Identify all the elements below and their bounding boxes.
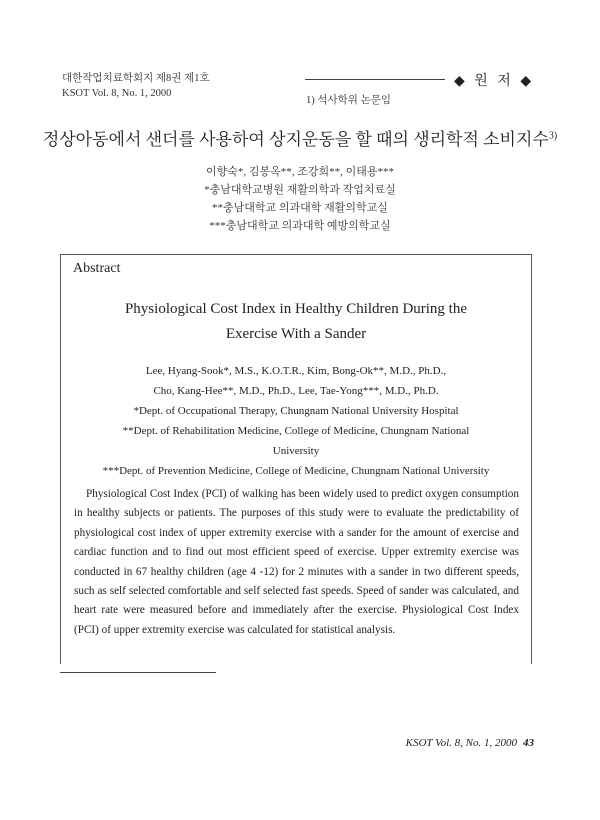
- affiliation-en-3: ***Dept. of Prevention Medicine, College of Medicine, Chungnam National University: [102, 465, 490, 477]
- english-title-line-2: Exercise With a Sander: [225, 326, 367, 342]
- article-type-badge: ◆ 원 저 ◆: [454, 74, 535, 89]
- title-text: 정상아동에서 샌더를 사용하여 상지운동을 할 때의 생리학적 소비지수: [42, 130, 549, 149]
- authors-en: [61, 361, 531, 481]
- authors-en-line-2: Cho, Kang-Hee**, M.D., Ph.D., Lee, Tae-Yong***, M.D., Ph.D.: [153, 385, 439, 397]
- footer-citation: KSOT Vol. 8, No. 1, 2000: [405, 737, 517, 749]
- abstract-label: Abstract: [73, 261, 121, 276]
- affiliation-en-1: *Dept. of Occupational Therapy, Chungnam National University Hospital: [133, 405, 459, 417]
- affiliation-ko-1: *충남대학교병원 재활의학과 작업치료실: [204, 184, 396, 196]
- thesis-footnote-ref: 1) 석사학위 논문임: [306, 95, 391, 106]
- abstract-box: [60, 254, 532, 664]
- affiliation-en-2-cont: University: [272, 445, 320, 457]
- affiliation-ko-2: **충남대학교 의과대학 재활의학교실: [212, 202, 388, 214]
- authors-en-line-1: Lee, Hyang-Sook*, M.S., K.O.T.R., Kim, Bong-Ok**, M.D., Ph.D.,: [145, 365, 447, 377]
- authors-ko-names: 이향숙*, 김봉옥**, 조강희**, 이태용***: [205, 166, 394, 178]
- page-footer: [406, 737, 534, 749]
- journal-volume: KSOT Vol. 8, No. 1, 2000: [62, 88, 172, 99]
- journal-name-ko: 대한작업치료학회지 제8권 제1호: [62, 73, 210, 84]
- affiliation-ko-3: ***충남대학교 의과대학 예방의학교실: [209, 220, 391, 232]
- page-number: 43: [523, 737, 534, 749]
- english-title-line-1: Physiological Cost Index in Healthy Children During the: [124, 301, 468, 317]
- abstract-body: Physiological Cost Index (PCI) of walking has been widely used to predict oxygen consumption in healthy subjects or patients. The purposes of this study were to evaluate the predictability of physiological cost index of upper extremity exercise with a sander for the amount of exercise and cardiac function and to find out most efficient speed of exercise. Upper extremity exercise was conducted in 67 healthy children (age 4 -12) for 2 minutes with a sander in two different speeds, such as self selected comfortable and self selected fast speeds. Speed of sander was calculated, and heart rate were measured before and immediately after the exercise. Physiological Cost Index (PCI) of upper extremity exercise was calculated for statistical analysis.: [74, 488, 519, 636]
- title-footnote-mark: 3): [548, 130, 558, 142]
- footnote-rule: [60, 672, 216, 673]
- header-rule: [305, 79, 445, 80]
- affiliation-en-2: **Dept. of Rehabilitation Medicine, College of Medicine, Chungnam National: [122, 425, 470, 437]
- english-title: [61, 297, 531, 347]
- authors-ko: [0, 163, 600, 235]
- page-title: [0, 125, 600, 150]
